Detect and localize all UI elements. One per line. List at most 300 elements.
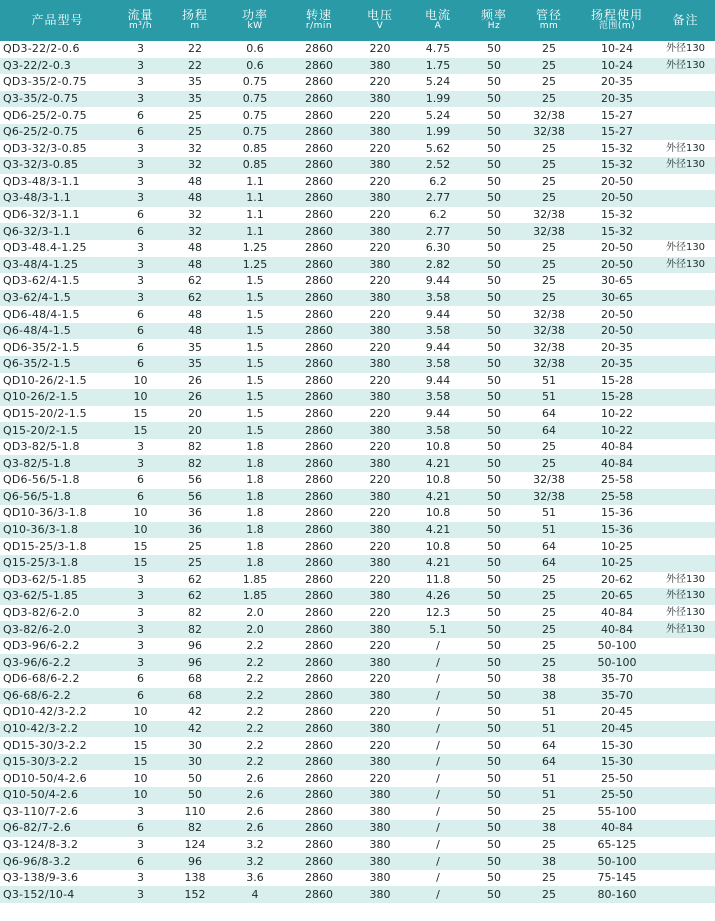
cell-model: QD6-32/3-1.1	[0, 207, 115, 224]
cell-flow: 15	[115, 422, 166, 439]
cell-model: Q6-48/4-1.5	[0, 323, 115, 340]
cell-head-range: 25-58	[578, 489, 656, 506]
cell-current: 9.44	[408, 306, 468, 323]
cell-current: /	[408, 870, 468, 887]
cell-power: 1.8	[224, 522, 286, 539]
cell-pipe-diameter: 32/38	[520, 339, 578, 356]
column-header-head-unit: m	[190, 20, 200, 31]
cell-remark: 外径130	[656, 140, 715, 157]
cell-power: 1.5	[224, 306, 286, 323]
cell-power: 1.5	[224, 422, 286, 439]
column-header-remark	[656, 0, 715, 41]
cell-head-range: 25-58	[578, 472, 656, 489]
cell-flow: 3	[115, 886, 166, 903]
cell-pipe-diameter: 25	[520, 58, 578, 75]
cell-voltage: 380	[352, 323, 408, 340]
cell-flow: 10	[115, 389, 166, 406]
cell-speed: 2860	[286, 472, 352, 489]
cell-remark	[656, 870, 715, 887]
cell-current: 6.2	[408, 207, 468, 224]
header-row	[0, 0, 715, 41]
cell-remark	[656, 754, 715, 771]
cell-remark	[656, 489, 715, 506]
column-header-voltage	[352, 0, 408, 41]
table-row	[0, 572, 715, 589]
cell-current: 4.21	[408, 489, 468, 506]
cell-power: 3.6	[224, 870, 286, 887]
cell-model: QD10-42/3-2.2	[0, 704, 115, 721]
cell-flow: 6	[115, 107, 166, 124]
cell-power: 1.5	[224, 339, 286, 356]
cell-head: 25	[166, 124, 224, 141]
cell-power: 0.75	[224, 74, 286, 91]
cell-flow: 3	[115, 588, 166, 605]
cell-current: 1.75	[408, 58, 468, 75]
cell-speed: 2860	[286, 572, 352, 589]
cell-head-range: 25-50	[578, 787, 656, 804]
cell-current: 10.8	[408, 439, 468, 456]
column-header-remark-title: 备注	[672, 13, 699, 27]
cell-model: Q3-35/2-0.75	[0, 91, 115, 108]
table-row	[0, 704, 715, 721]
cell-power: 2.2	[224, 704, 286, 721]
cell-voltage: 220	[352, 339, 408, 356]
cell-pipe-diameter: 64	[520, 422, 578, 439]
table-row	[0, 190, 715, 207]
cell-head: 32	[166, 223, 224, 240]
cell-flow: 15	[115, 538, 166, 555]
cell-power: 2.2	[224, 654, 286, 671]
cell-speed: 2860	[286, 290, 352, 307]
cell-speed: 2860	[286, 704, 352, 721]
cell-model: Q15-25/3-1.8	[0, 555, 115, 572]
cell-pipe-diameter: 25	[520, 572, 578, 589]
cell-speed: 2860	[286, 588, 352, 605]
cell-head-range: 40-84	[578, 455, 656, 472]
cell-current: 1.99	[408, 91, 468, 108]
cell-frequency: 50	[468, 356, 520, 373]
column-header-model-title: 产品型号	[31, 13, 84, 27]
cell-power: 2.6	[224, 820, 286, 837]
cell-remark	[656, 770, 715, 787]
cell-current: 4.21	[408, 522, 468, 539]
table-row	[0, 373, 715, 390]
cell-current: 5.62	[408, 140, 468, 157]
cell-remark	[656, 290, 715, 307]
cell-frequency: 50	[468, 654, 520, 671]
cell-flow: 3	[115, 804, 166, 821]
cell-frequency: 50	[468, 207, 520, 224]
cell-frequency: 50	[468, 621, 520, 638]
cell-speed: 2860	[286, 538, 352, 555]
cell-remark	[656, 472, 715, 489]
cell-current: 2.77	[408, 223, 468, 240]
cell-frequency: 50	[468, 124, 520, 141]
cell-model: Q6-96/8-3.2	[0, 853, 115, 870]
cell-pipe-diameter: 25	[520, 621, 578, 638]
cell-flow: 10	[115, 373, 166, 390]
cell-head-range: 15-28	[578, 373, 656, 390]
cell-head-range: 20-45	[578, 704, 656, 721]
cell-voltage: 220	[352, 638, 408, 655]
cell-head: 48	[166, 306, 224, 323]
cell-frequency: 50	[468, 257, 520, 274]
cell-flow: 3	[115, 91, 166, 108]
cell-head: 32	[166, 140, 224, 157]
cell-head-range: 75-145	[578, 870, 656, 887]
cell-model: QD6-25/2-0.75	[0, 107, 115, 124]
column-header-voltage-unit: V	[376, 20, 384, 31]
cell-remark	[656, 638, 715, 655]
column-header-voltage-title: 电压	[366, 7, 393, 22]
cell-head: 25	[166, 107, 224, 124]
cell-power: 1.1	[224, 190, 286, 207]
cell-frequency: 50	[468, 737, 520, 754]
cell-head: 26	[166, 389, 224, 406]
cell-remark	[656, 555, 715, 572]
table-row	[0, 522, 715, 539]
cell-remark: 外径130	[656, 240, 715, 257]
column-header-model	[0, 0, 115, 41]
cell-pipe-diameter: 32/38	[520, 472, 578, 489]
cell-power: 2.0	[224, 605, 286, 622]
cell-head-range: 20-45	[578, 721, 656, 738]
cell-model: Q3-82/6-2.0	[0, 621, 115, 638]
cell-frequency: 50	[468, 140, 520, 157]
cell-frequency: 50	[468, 853, 520, 870]
cell-model: Q3-124/8-3.2	[0, 837, 115, 854]
cell-voltage: 220	[352, 207, 408, 224]
cell-power: 1.8	[224, 505, 286, 522]
cell-head: 68	[166, 688, 224, 705]
cell-remark	[656, 654, 715, 671]
cell-head-range: 20-50	[578, 190, 656, 207]
cell-head: 82	[166, 820, 224, 837]
cell-current: 10.8	[408, 505, 468, 522]
cell-head: 152	[166, 886, 224, 903]
cell-remark: 外径130	[656, 588, 715, 605]
cell-flow: 3	[115, 174, 166, 191]
cell-model: QD3-22/2-0.6	[0, 41, 115, 58]
cell-pipe-diameter: 51	[520, 389, 578, 406]
table-row	[0, 555, 715, 572]
cell-voltage: 380	[352, 124, 408, 141]
cell-pipe-diameter: 64	[520, 754, 578, 771]
cell-head: 22	[166, 41, 224, 58]
cell-voltage: 380	[352, 58, 408, 75]
table-row	[0, 804, 715, 821]
cell-head: 32	[166, 157, 224, 174]
cell-model: Q3-48/3-1.1	[0, 190, 115, 207]
cell-voltage: 380	[352, 422, 408, 439]
cell-frequency: 50	[468, 538, 520, 555]
cell-model: QD6-56/5-1.8	[0, 472, 115, 489]
cell-remark	[656, 406, 715, 423]
cell-pipe-diameter: 51	[520, 505, 578, 522]
cell-remark: 外径130	[656, 58, 715, 75]
cell-remark: 外径130	[656, 572, 715, 589]
cell-head-range: 10-24	[578, 58, 656, 75]
cell-head: 50	[166, 787, 224, 804]
column-header-pipe-diameter-title: 管径	[535, 7, 562, 22]
cell-model: QD10-36/3-1.8	[0, 505, 115, 522]
cell-frequency: 50	[468, 290, 520, 307]
cell-power: 0.85	[224, 157, 286, 174]
cell-current: /	[408, 638, 468, 655]
cell-model: Q6-82/7-2.6	[0, 820, 115, 837]
cell-power: 0.75	[224, 91, 286, 108]
cell-current: 3.58	[408, 389, 468, 406]
cell-remark	[656, 422, 715, 439]
cell-pipe-diameter: 32/38	[520, 207, 578, 224]
cell-head-range: 15-30	[578, 754, 656, 771]
cell-power: 1.25	[224, 240, 286, 257]
cell-pipe-diameter: 25	[520, 174, 578, 191]
cell-head: 25	[166, 538, 224, 555]
cell-power: 2.2	[224, 638, 286, 655]
cell-pipe-diameter: 25	[520, 870, 578, 887]
cell-head: 138	[166, 870, 224, 887]
cell-head-range: 55-100	[578, 804, 656, 821]
cell-speed: 2860	[286, 124, 352, 141]
cell-model: QD10-50/4-2.6	[0, 770, 115, 787]
cell-current: /	[408, 688, 468, 705]
cell-head: 42	[166, 721, 224, 738]
cell-frequency: 50	[468, 240, 520, 257]
cell-remark	[656, 273, 715, 290]
cell-power: 1.85	[224, 588, 286, 605]
cell-head: 30	[166, 754, 224, 771]
column-header-flow-unit: m³/h	[128, 20, 153, 31]
cell-head-range: 20-50	[578, 257, 656, 274]
cell-head: 35	[166, 91, 224, 108]
cell-voltage: 220	[352, 572, 408, 589]
column-header-power-title: 功率	[241, 7, 268, 22]
cell-flow: 10	[115, 787, 166, 804]
cell-head-range: 15-32	[578, 207, 656, 224]
table-row	[0, 439, 715, 456]
cell-flow: 3	[115, 572, 166, 589]
cell-speed: 2860	[286, 787, 352, 804]
cell-head: 48	[166, 257, 224, 274]
cell-speed: 2860	[286, 770, 352, 787]
cell-pipe-diameter: 38	[520, 820, 578, 837]
cell-head-range: 30-65	[578, 273, 656, 290]
table-row	[0, 754, 715, 771]
cell-pipe-diameter: 25	[520, 455, 578, 472]
column-header-flow	[115, 0, 166, 41]
cell-remark	[656, 306, 715, 323]
cell-remark	[656, 174, 715, 191]
cell-speed: 2860	[286, 870, 352, 887]
cell-power: 2.6	[224, 770, 286, 787]
cell-head-range: 15-36	[578, 522, 656, 539]
cell-model: Q10-26/2-1.5	[0, 389, 115, 406]
cell-voltage: 380	[352, 621, 408, 638]
cell-voltage: 380	[352, 654, 408, 671]
cell-frequency: 50	[468, 91, 520, 108]
cell-head: 82	[166, 439, 224, 456]
cell-remark	[656, 671, 715, 688]
table-row	[0, 820, 715, 837]
cell-head: 96	[166, 654, 224, 671]
table-row	[0, 455, 715, 472]
cell-head: 48	[166, 323, 224, 340]
cell-flow: 3	[115, 240, 166, 257]
cell-frequency: 50	[468, 671, 520, 688]
cell-head-range: 15-32	[578, 223, 656, 240]
cell-frequency: 50	[468, 555, 520, 572]
table-row	[0, 472, 715, 489]
cell-flow: 15	[115, 737, 166, 754]
cell-remark	[656, 323, 715, 340]
cell-current: 2.52	[408, 157, 468, 174]
cell-voltage: 220	[352, 373, 408, 390]
cell-flow: 3	[115, 638, 166, 655]
column-header-speed-unit: r/min	[305, 20, 333, 31]
cell-pipe-diameter: 25	[520, 240, 578, 257]
cell-flow: 3	[115, 273, 166, 290]
cell-speed: 2860	[286, 422, 352, 439]
cell-remark: 外径130	[656, 257, 715, 274]
cell-voltage: 380	[352, 820, 408, 837]
cell-voltage: 380	[352, 886, 408, 903]
cell-model: Q3-32/3-0.85	[0, 157, 115, 174]
cell-power: 0.75	[224, 107, 286, 124]
column-header-pipe-diameter-unit: mm	[539, 20, 559, 31]
cell-head-range: 20-50	[578, 240, 656, 257]
cell-model: QD6-68/6-2.2	[0, 671, 115, 688]
cell-head-range: 10-24	[578, 41, 656, 58]
cell-voltage: 220	[352, 472, 408, 489]
cell-model: Q3-152/10-4	[0, 886, 115, 903]
cell-speed: 2860	[286, 638, 352, 655]
cell-speed: 2860	[286, 737, 352, 754]
cell-frequency: 50	[468, 74, 520, 91]
cell-pipe-diameter: 25	[520, 439, 578, 456]
cell-remark	[656, 837, 715, 854]
cell-current: 12.3	[408, 605, 468, 622]
cell-frequency: 50	[468, 770, 520, 787]
cell-voltage: 380	[352, 257, 408, 274]
table-row	[0, 107, 715, 124]
cell-current: 3.58	[408, 422, 468, 439]
cell-power: 2.0	[224, 621, 286, 638]
cell-current: /	[408, 737, 468, 754]
cell-pipe-diameter: 25	[520, 804, 578, 821]
cell-head-range: 20-35	[578, 74, 656, 91]
cell-flow: 3	[115, 455, 166, 472]
cell-pipe-diameter: 25	[520, 588, 578, 605]
table-row	[0, 837, 715, 854]
cell-flow: 6	[115, 223, 166, 240]
cell-frequency: 50	[468, 870, 520, 887]
cell-current: 9.44	[408, 273, 468, 290]
cell-model: Q3-82/5-1.8	[0, 455, 115, 472]
cell-flow: 6	[115, 207, 166, 224]
cell-head-range: 15-32	[578, 157, 656, 174]
cell-speed: 2860	[286, 91, 352, 108]
cell-flow: 6	[115, 472, 166, 489]
cell-head: 20	[166, 422, 224, 439]
cell-speed: 2860	[286, 522, 352, 539]
cell-frequency: 50	[468, 323, 520, 340]
cell-power: 1.1	[224, 207, 286, 224]
cell-power: 1.8	[224, 439, 286, 456]
cell-power: 1.5	[224, 373, 286, 390]
cell-head-range: 15-32	[578, 140, 656, 157]
cell-pipe-diameter: 64	[520, 406, 578, 423]
cell-head: 62	[166, 290, 224, 307]
cell-frequency: 50	[468, 174, 520, 191]
cell-head: 22	[166, 58, 224, 75]
table-row	[0, 58, 715, 75]
table-row	[0, 174, 715, 191]
cell-head: 96	[166, 853, 224, 870]
cell-head-range: 30-65	[578, 290, 656, 307]
cell-frequency: 50	[468, 522, 520, 539]
cell-voltage: 380	[352, 870, 408, 887]
cell-power: 1.5	[224, 356, 286, 373]
cell-head: 62	[166, 588, 224, 605]
cell-head: 62	[166, 572, 224, 589]
cell-pipe-diameter: 25	[520, 140, 578, 157]
column-header-speed-title: 转速	[305, 7, 332, 22]
cell-speed: 2860	[286, 455, 352, 472]
cell-pipe-diameter: 32/38	[520, 356, 578, 373]
cell-model: Q6-56/5-1.8	[0, 489, 115, 506]
cell-current: 10.8	[408, 472, 468, 489]
cell-voltage: 380	[352, 290, 408, 307]
cell-power: 2.2	[224, 721, 286, 738]
cell-model: QD15-20/2-1.5	[0, 406, 115, 423]
cell-flow: 3	[115, 58, 166, 75]
cell-head-range: 10-22	[578, 406, 656, 423]
cell-pipe-diameter: 25	[520, 273, 578, 290]
cell-pipe-diameter: 25	[520, 74, 578, 91]
cell-head: 25	[166, 555, 224, 572]
cell-remark	[656, 74, 715, 91]
cell-model: Q15-30/3-2.2	[0, 754, 115, 771]
cell-remark	[656, 721, 715, 738]
table-row	[0, 770, 715, 787]
cell-power: 1.5	[224, 406, 286, 423]
cell-head-range: 40-84	[578, 820, 656, 837]
cell-remark	[656, 223, 715, 240]
cell-speed: 2860	[286, 555, 352, 572]
cell-flow: 6	[115, 853, 166, 870]
table-row	[0, 605, 715, 622]
cell-head: 96	[166, 638, 224, 655]
cell-speed: 2860	[286, 671, 352, 688]
cell-speed: 2860	[286, 605, 352, 622]
cell-frequency: 50	[468, 721, 520, 738]
cell-flow: 3	[115, 41, 166, 58]
table-row	[0, 41, 715, 58]
cell-current: /	[408, 754, 468, 771]
table-row	[0, 323, 715, 340]
cell-current: 9.44	[408, 373, 468, 390]
cell-flow: 6	[115, 323, 166, 340]
cell-power: 2.2	[224, 754, 286, 771]
cell-pipe-diameter: 38	[520, 853, 578, 870]
cell-speed: 2860	[286, 223, 352, 240]
cell-voltage: 220	[352, 737, 408, 754]
cell-head: 35	[166, 356, 224, 373]
cell-current: 9.44	[408, 406, 468, 423]
cell-current: /	[408, 837, 468, 854]
cell-head-range: 10-25	[578, 555, 656, 572]
